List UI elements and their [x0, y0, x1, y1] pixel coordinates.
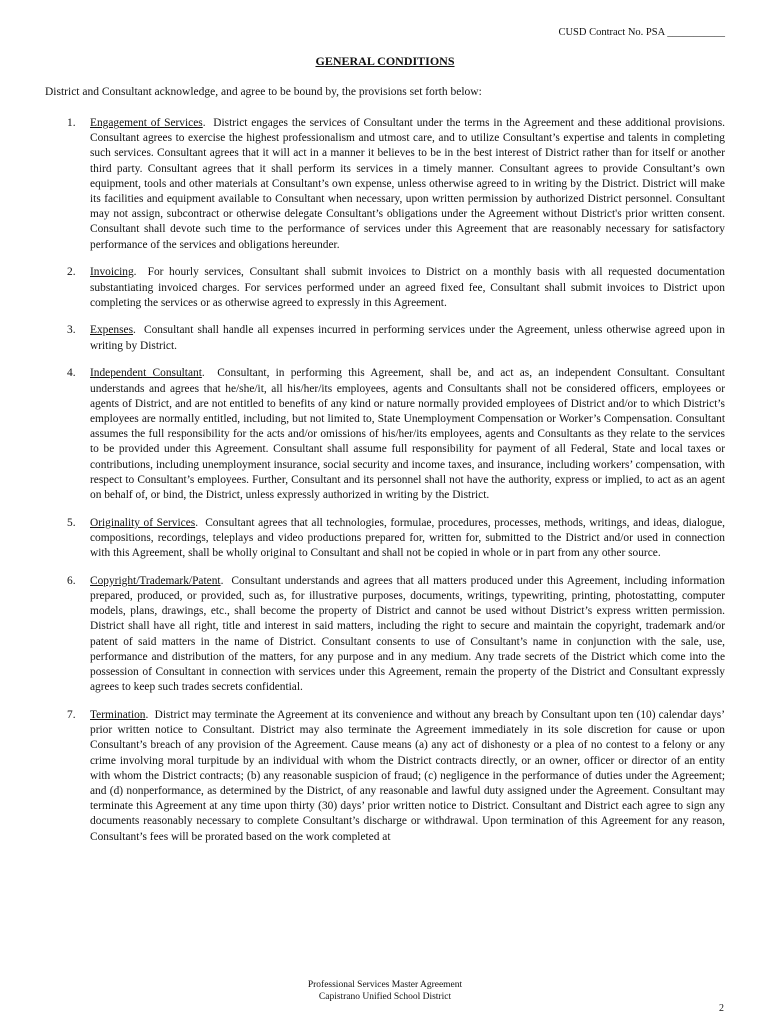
- clause-heading: Originality of Services: [90, 516, 196, 529]
- clause-independent-consultant: 4. Independent Consultant. Consultant, in performing this Agreement, shall be, and act as, an independent Consultant. Consultant understands and agrees that he/she/it, all his/her/its employees, agents and Consultants shall not be considered officers, employees or agents of District, and are not entitled to benefits of any kind or nature normally provided employees of District and/or to which District’s employees are normally entitled, including, but not limited to, State Unemployment Compensation or Worker’s Compensation. Consultant assumes the full responsibility for the acts and/or omissions of his/her/its employees, agents and Consultants as they relate to the services to be provided under this Agreement. Consultant shall assume full responsibility for payment of all Federal, State and local taxes or contributions, including unemployment insurance, social security and income taxes, and insurance, including workers’ compensation, with respect to Consultant’s employees. Further, Consultant and its personnel shall not have the authority, express or implied, to act as an agent on behalf of, or bind, the District, unless expressly authorized in writing by the District.: [67, 367, 725, 501]
- page-title: GENERAL CONDITIONS: [315, 54, 455, 68]
- clause-list: [45, 116, 725, 857]
- clause-text: Consultant understands and agrees that all matters produced under this Agreement, including information prepared, produced, or provided, such as, for illustrative purposes, documents, writings, typewriting, printing, photostatting, computer models, plans, drawings, etc., shall become the property of District and cannot be used without District’s express written permission. District shall have all right, title and interest in said matters, including the right to secure and maintain the copyright, trademark and/or patent of said matters in the name of District. Consultant consents to use of Consultant’s name in conjunction with the sale, use, performance and distribution of the matters, for any purpose and in any medium. Any trade secrets of the District which come into the possession of Consultant in connection with services under this Agreement, remain the property of the District and Consultant expressly agrees to keep such trades secrets confidential.: [90, 574, 726, 694]
- clause-number: 2.: [67, 266, 76, 279]
- clause-text: Consultant, in performing this Agreement, shall be, and act as, an independent Consultant. Consultant understands and agrees that he/she/it, all his/her/its employees, agents and Consultants shall not be considered officers, employees or agents of District, and are not entitled to benefits of any kind or nature normally provided employees of District and/or to which District’s employees are normally entitled, including, but not limited to, State Unemployment Compensation or Worker’s Compensation. Consultant assumes the full responsibility for the acts and/or omissions of his/her/its employees, agents and Consultants as they relate to the services to be provided under this Agreement. Consultant shall assume full responsibility for payment of all Federal, State and local taxes or contributions, including unemployment insurance, social security and income taxes, and insurance, including workers’ compensation, with respect to Consultant’s employees. Further, Consultant and its personnel shall not have the authority, express or implied, to act as an agent on behalf of, or bind, the District, unless expressly authorized in writing by the District.: [90, 367, 725, 501]
- clause-heading: Copyright/Trademark/Patent: [90, 574, 221, 587]
- page-footer: [0, 979, 770, 1003]
- page-number: 2: [719, 1003, 724, 1014]
- clause-number: 5.: [67, 516, 76, 529]
- footer-district-name: Capistrano Unified School District: [318, 992, 452, 1002]
- clause-copyright: 6. Copyright/Trademark/Patent. Consultant understands and agrees that all matters produced under this Agreement, including information prepared, produced, or provided, such as, for illustrative purposes, documents, writings, typewriting, printing, photostatting, computer models, plans, drawings, etc., shall become the property of District and cannot be used without District’s express written permission. District shall have all right, title and interest in said matters, including the right to secure and maintain the copyright, trademark and/or patent of said matters in the name of District. Consultant consents to use of Consultant’s name in conjunction with the sale, use, performance and distribution of the matters, for any purpose and in any medium. Any trade secrets of the District which come into the possession of Consultant in connection with services under this Agreement, remain the property of the District and Consultant expressly agrees to keep such trades secrets confidential.: [67, 574, 726, 694]
- clause-expenses: 3. Expenses. Consultant shall handle all expenses incurred in performing services under the Agreement, unless otherwise agreed upon in writing by District.: [67, 324, 725, 352]
- clause-text: For hourly services, Consultant shall submit invoices to District on a monthly basis with all requested documentation substantiating invoiced charges. For services performed under an agreed fixed fee, Consultant shall submit invoices to District upon completing the services or as otherwise agreed to expressly in this Agreement.: [90, 266, 725, 309]
- clause-heading: Invoicing: [90, 266, 134, 279]
- clause-heading: Engagement of Services: [90, 117, 203, 129]
- clause-text: Consultant agrees that all technologies, formulae, procedures, processes, methods, writings, and ideas, dialogue, compositions, recordings, teleplays and video productions prepared for, written for, submitted to the District and/or used in connection with this Agreement, shall be wholly original to Consultant and shall not be copied in whole or in part from any other source.: [90, 516, 725, 560]
- clause-engagement: 1. Engagement of Services. District engages the services of Consultant under the terms in the Agreement and these additional provisions. Consultant agrees to exercise the highest professionalism and utmost care, and to utilize Consultant’s expertise and talents in completing such services. Consultant agrees that it will act in a manner it believes to be in the best interest of District rather than for itself or another third party. Consultant agrees that it shall perform its services in a timely manner. Consultant agrees to provide Consultant’s own equipment, tools and other materials at Consultant’s own expense, unless otherwise agreed to in writing by the District. District will make its facilities and equipment available to Consultant when necessary, upon written permission by authorized District personnel. Consultant may not assign, subcontract or otherwise delegate Consultant’s obligations under the Agreement without District's prior written consent. Consultant shall devote such time to the performance of services under this Agreement that are reasonably necessary for satisfactory performance of the services and obligations hereunder.: [67, 117, 726, 251]
- footer-agreement-name: Professional Services Master Agreement: [307, 980, 463, 990]
- clause-number: 4.: [67, 367, 76, 380]
- clause-text: District engages the services of Consultant under the terms in the Agreement and these additional provisions. Consultant agrees to exercise the highest professionalism and utmost care, and to utilize Consultant’s expertise and talents in completing such services. Consultant agrees that it will act in a manner it believes to be in the best interest of District rather than for itself or another third party. Consultant agrees that it shall perform its services in a timely manner. Consultant agrees to provide Consultant’s own equipment, tools and other materials at Consultant’s own expense, unless otherwise agreed to in writing by the District. District will make its facilities and equipment available to Consultant when necessary, upon written permission by authorized District personnel. Consultant may not assign, subcontract or otherwise delegate Consultant’s obligations under the Agreement without District's prior written consent. Consultant shall devote such time to the performance of services under this Agreement that are reasonably necessary for satisfactory performance of the services and obligations hereunder.: [90, 117, 726, 251]
- clause-heading: Expenses: [90, 324, 134, 337]
- contract-number: CUSD Contract No. PSA ___________: [558, 27, 725, 38]
- clause-number: 3.: [67, 324, 76, 337]
- clause-text: Consultant shall handle all expenses incurred in performing services under the Agreement, unless otherwise agreed upon in writing by District.: [90, 324, 725, 352]
- clause-originality: 5. Originality of Services. Consultant agrees that all technologies, formulae, procedures, processes, methods, writings, and ideas, dialogue, compositions, recordings, teleplays and video productions prepared for, written for, submitted to the District and/or used in connection with this Agreement, shall be wholly original to Consultant and shall not be copied in whole or in part from any other source.: [67, 516, 725, 560]
- clause-heading: Independent Consultant: [90, 367, 202, 380]
- clause-text: District may terminate the Agreement at its convenience and without any breach by Consultant upon ten (10) calendar days’ prior written notice to Consultant. District may also terminate the Agreement immediately in its sole discretion for cause or upon Consultant’s breach of any provision of the Agreement. Cause means (a) any act of dishonesty or a plea of no contest to a felony or any crime involving moral turpitude by an individual with whom the District contracts directly, or an owner, officer or director of an entity with whom the District contracts; (b) any reasonable suspicion of fraud; (c) negligence in the performance of duties under the Agreement; and (d) nonperformance, as determined by the District, of any reasonable and lawful duty assigned under the Agreement. Consultant may terminate this Agreement at any time upon thirty (30) days’ prior written notice to District. Consultant and District each agree to sign any documents reasonably necessary to complete Consultant’s discharge or withdrawal. Upon termination of this Agreement for any reason, Consultant’s fees will be prorated based on the work completed at: [90, 708, 726, 843]
- clause-termination: 7. Termination. District may terminate the Agreement at its convenience and without any breach by Consultant upon ten (10) calendar days’ prior written notice to Consultant. District may also terminate the Agreement immediately in its sole discretion for cause or upon Consultant’s breach of any provision of the Agreement. Cause means (a) any act of dishonesty or a plea of no contest to a felony or any crime involving moral turpitude by an individual with whom the District contracts directly, or an owner, officer or director of an entity with whom the District contracts; (b) any reasonable suspicion of fraud; (c) negligence in the performance of duties under the Agreement; and (d) nonperformance, as determined by the District, of any reasonable and lawful duty assigned under the Agreement. Consultant may terminate this Agreement at any time upon thirty (30) days’ prior written notice to District. Consultant and District each agree to sign any documents reasonably necessary to complete Consultant’s discharge or withdrawal. Upon termination of this Agreement for any reason, Consultant’s fees will be prorated based on the work completed at: [67, 708, 726, 843]
- clause-number: 1.: [67, 117, 76, 129]
- clause-invoicing: 2. Invoicing. For hourly services, Consultant shall submit invoices to District on a monthly basis with all requested documentation substantiating invoiced charges. For services performed under an agreed fixed fee, Consultant shall submit invoices to District upon completing the services or as otherwise agreed to expressly in this Agreement.: [67, 266, 725, 309]
- clause-number: 6.: [67, 574, 76, 587]
- intro-paragraph: District and Consultant acknowledge, and agree to be bound by, the provisions set forth below:: [45, 86, 482, 98]
- clause-number: 7.: [67, 708, 76, 721]
- clause-heading: Termination: [90, 708, 146, 721]
